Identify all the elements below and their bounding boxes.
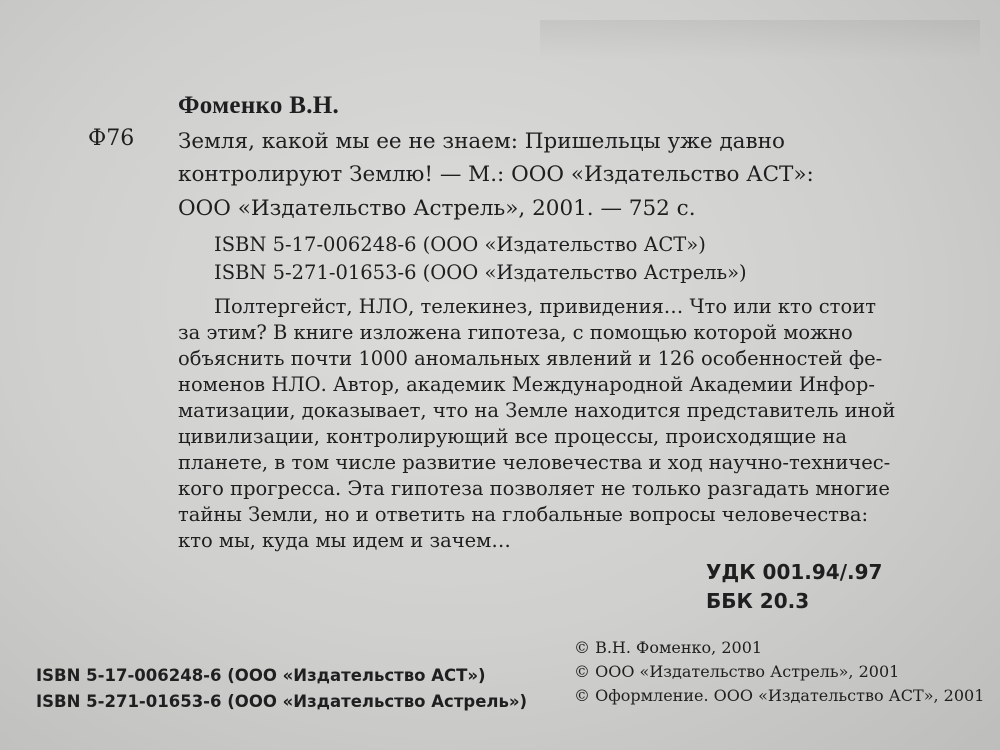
copyright-line: © ООО «Издательство Астрель», 2001 bbox=[574, 662, 900, 681]
author-name: Фоменко В.Н. bbox=[178, 92, 340, 119]
show-through-shading bbox=[540, 20, 980, 60]
isbn-line: ISBN 5-271-01653-6 (ООО «Издательство Астрель») bbox=[214, 261, 747, 284]
bbk-code: ББК 20.3 bbox=[706, 589, 810, 613]
copyright-line: © Оформление. ООО «Издательство АСТ», 2001 bbox=[574, 686, 985, 705]
copyright-line: © В.Н. Фоменко, 2001 bbox=[574, 638, 763, 657]
annotation-line: объяснить почти 1000 аномальных явлений и 126 особенностей фе- bbox=[178, 347, 883, 370]
annotation-line: тайны Земли, но и ответить на глобальные вопросы человечества: bbox=[178, 503, 869, 526]
annotation-line: кого прогресса. Эта гипотеза позволяет не только разгадать многие bbox=[178, 477, 890, 500]
classification-code: Ф76 bbox=[88, 126, 135, 151]
bibliography-line: Земля, какой мы ее не знаем: Пришельцы уже давно bbox=[178, 129, 785, 154]
bibliography-line: ООО «Издательство Астрель», 2001. — 752 с. bbox=[178, 196, 696, 221]
isbn-bottom-line: ISBN 5-17-006248-6 (ООО «Издательство АСТ») bbox=[36, 666, 486, 685]
annotation-line: номенов НЛО. Автор, академик Международной Академии Инфор- bbox=[178, 373, 875, 396]
annotation-line: матизации, доказывает, что на Земле находится представитель иной bbox=[178, 399, 896, 422]
isbn-bottom-line: ISBN 5-271-01653-6 (ООО «Издательство Астрель») bbox=[36, 692, 528, 711]
annotation-line: кто мы, куда мы идем и зачем… bbox=[178, 529, 511, 552]
annotation-line: цивилизации, контролирующий все процессы, происходящие на bbox=[178, 425, 848, 448]
bibliography-line: контролируют Землю! — М.: ООО «Издательство АСТ»: bbox=[178, 162, 814, 187]
annotation-line: планете, в том числе развитие человечества и ход научно-техничес- bbox=[178, 451, 891, 474]
annotation-line: за этим? В книге изложена гипотеза, с помощью которой можно bbox=[178, 321, 853, 344]
isbn-line: ISBN 5-17-006248-6 (ООО «Издательство АСТ») bbox=[214, 233, 706, 256]
udk-code: УДК 001.94/.97 bbox=[706, 560, 883, 584]
annotation-line: Полтергейст, НЛО, телекинез, привидения… Что или кто стоит bbox=[214, 295, 876, 318]
